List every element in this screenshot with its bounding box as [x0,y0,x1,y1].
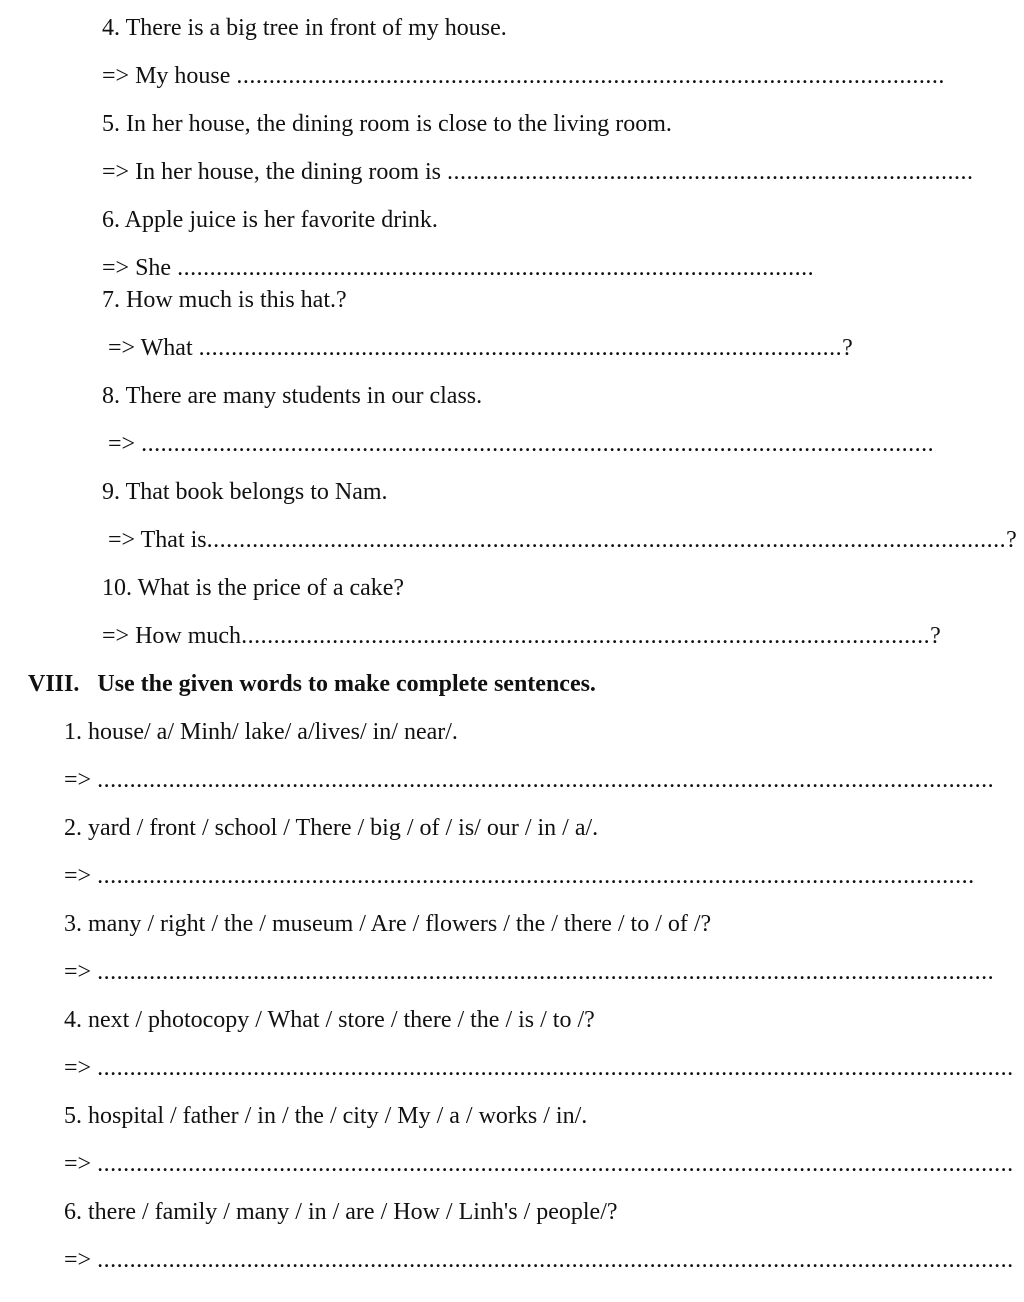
answer-line[interactable] [102,622,941,650]
answer-suffix: ? [930,623,941,649]
answer-prefix: => How much [102,623,242,649]
answer-line[interactable] [64,766,994,794]
exercise-prompt: 2. yard / front / school / There / big / of / is/ our / in / a/. [64,815,599,841]
answer-prefix: => [108,431,142,457]
answer-prefix: => What [108,335,199,361]
blank-dots: .......................................................................................................... [241,623,931,649]
blank-dots: .................................................................................................. [177,255,815,281]
blank-dots: .......................................................................................................................................... [97,767,995,793]
answer-line[interactable] [102,62,945,90]
answer-prefix: => She [102,255,178,281]
answer-line[interactable] [64,862,975,890]
answer-line[interactable] [64,958,994,986]
answer-line[interactable] [102,158,974,186]
blank-dots: ....................................................................................................................................... [97,863,975,889]
answer-line[interactable] [108,430,934,458]
answer-suffix: ? [1006,527,1017,553]
blank-dots: ........................................................................................................................... [206,527,1007,553]
blank-dots: .......................................................................................................................................... [97,959,995,985]
answer-line[interactable] [108,526,1017,554]
exercise-prompt: 10. What is the price of a cake? [102,575,405,601]
blank-dots: .......................................................................................................................... [141,431,935,457]
exercise-prompt: 3. many / right / the / museum / Are / flowers / the / there / to / of /? [64,911,712,937]
exercise-prompt: 6. there / family / many / in / are / How / Linh's / people/? [64,1199,618,1225]
exercise-prompt: 1. house/ a/ Minh/ lake/ a/lives/ in/ near/. [64,719,458,745]
blank-dots: ................................................................................................... [198,335,843,361]
blank-dots: ............................................................................................................................................. [97,1151,1014,1177]
section-number: VIII. [28,671,80,697]
answer-prefix: => [64,1247,98,1273]
exercise-prompt: 8. There are many students in our class. [102,383,483,409]
exercise-prompt: 9. That book belongs to Nam. [102,479,388,505]
exercise-prompt: 7. How much is this hat.? [102,287,347,313]
blank-dots: ................................................................................. [447,159,974,185]
answer-prefix: => That is [108,527,207,553]
answer-line[interactable] [64,1246,1014,1274]
answer-line[interactable] [64,1054,1014,1082]
answer-line[interactable] [64,1150,1014,1178]
exercise-prompt: 5. hospital / father / in / the / city / My / a / works / in/. [64,1103,588,1129]
exercise-prompt: 4. next / photocopy / What / store / there / the / is / to /? [64,1007,595,1033]
exercise-prompt: 4. There is a big tree in front of my house. [102,15,507,41]
section-heading [28,670,596,698]
answer-line[interactable] [108,334,853,362]
exercise-prompt: 5. In her house, the dining room is close to the living room. [102,111,672,137]
answer-prefix: => [64,767,98,793]
blank-dots: ............................................................................................................. [236,63,945,89]
blank-dots: ............................................................................................................................................. [97,1055,1014,1081]
blank-dots: ............................................................................................................................................. [97,1247,1014,1273]
exercise-prompt: 6. Apple juice is her favorite drink. [102,207,438,233]
answer-prefix: => My house [102,63,237,89]
answer-prefix: => In her house, the dining room is [102,159,448,185]
answer-prefix: => [64,959,98,985]
section-title: Use the given words to make complete sentences. [97,671,596,697]
answer-prefix: => [64,1151,98,1177]
answer-prefix: => [64,863,98,889]
answer-prefix: => [64,1055,98,1081]
answer-line[interactable] [102,254,814,282]
answer-suffix: ? [842,335,853,361]
